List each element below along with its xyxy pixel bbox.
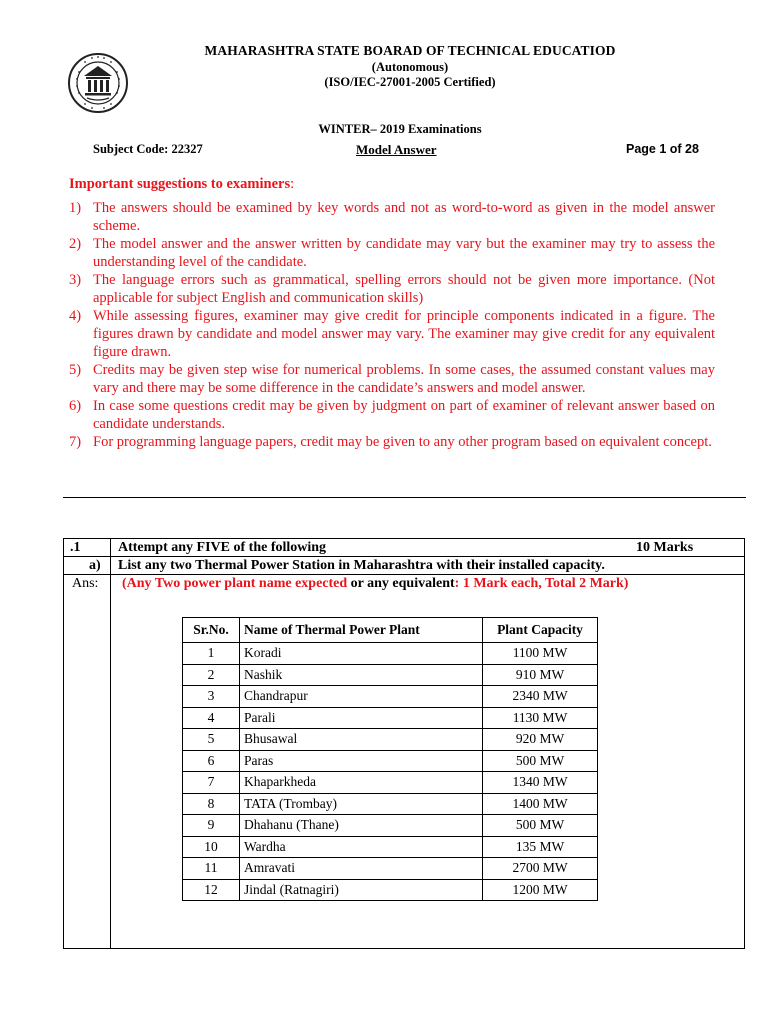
cell-srno: 7 (183, 772, 240, 794)
cell-srno: 12 (183, 879, 240, 901)
cell-srno: 9 (183, 815, 240, 837)
cell-srno: 6 (183, 750, 240, 772)
cell-plant-name: Nashik (240, 664, 483, 686)
cell-capacity: 135 MW (483, 836, 598, 858)
cell-plant-name: Khaparkheda (240, 772, 483, 794)
table-row (183, 858, 598, 880)
cell-plant-name: Amravati (240, 858, 483, 880)
cell-srno: 10 (183, 836, 240, 858)
certification-label: (ISO/IEC-27001-2005 Certified) (324, 75, 496, 89)
table-row (183, 686, 598, 708)
suggestion-item: 6) In case some questions credit may be given by judgment on part of examiner of relevant answer based on candidate understands. (69, 398, 715, 432)
cell-srno: 1 (183, 643, 240, 665)
suggestion-item: 5) Credits may be given step wise for numerical problems. In some cases, the assumed constant values may vary and there may be some difference in the candidate’s answers and model answer. (69, 362, 715, 396)
question-marks: 10 Marks (636, 540, 694, 555)
cell-capacity: 1130 MW (483, 707, 598, 729)
question-number: .1 (70, 540, 81, 555)
cell-capacity: 1200 MW (483, 879, 598, 901)
header-capacity: Plant Capacity (483, 618, 598, 643)
answer-marking-note: (Any Two power plant name expected or any equivalent: 1 Mark each, Total 2 Mark) (122, 576, 629, 591)
cell-plant-name: Paras (240, 750, 483, 772)
table-row (183, 707, 598, 729)
question-instruction: Attempt any FIVE of the following (118, 540, 327, 555)
cell-srno: 4 (183, 707, 240, 729)
cell-plant-name: Wardha (240, 836, 483, 858)
table-row (183, 815, 598, 837)
header-plant-name: Name of Thermal Power Plant (240, 618, 483, 643)
table-row (183, 793, 598, 815)
cell-plant-name: Bhusawal (240, 729, 483, 751)
cell-capacity: 1400 MW (483, 793, 598, 815)
model-answer-heading: Model Answer (356, 142, 437, 157)
subquestion-label: a) (89, 558, 101, 573)
exam-session: WINTER– 2019 Examinations (318, 122, 482, 136)
cell-srno: 2 (183, 664, 240, 686)
autonomous-label: (Autonomous) (371, 60, 449, 74)
cell-plant-name: TATA (Trombay) (240, 793, 483, 815)
table-row (183, 836, 598, 858)
cell-plant-name: Parali (240, 707, 483, 729)
table-row (183, 750, 598, 772)
cell-capacity: 500 MW (483, 750, 598, 772)
cell-plant-name: Jindal (Ratnagiri) (240, 879, 483, 901)
cell-srno: 11 (183, 858, 240, 880)
table-row (183, 772, 598, 794)
section-divider (63, 497, 746, 498)
suggestion-item: 7) For programming language papers, credit may be given to any other program based on equivalent concept. (69, 434, 712, 450)
page-number: Page 1 of 28 (626, 142, 699, 156)
cell-srno: 5 (183, 729, 240, 751)
cell-srno: 3 (183, 686, 240, 708)
suggestions-title: Important suggestions to examiners: (69, 176, 295, 192)
row-divider (64, 574, 744, 575)
row-divider (64, 556, 744, 557)
table-row (183, 729, 598, 751)
subquestion-text: List any two Thermal Power Station in Maharashtra with their installed capacity. (118, 558, 605, 573)
board-title: MAHARASHTRA STATE BOARAD OF TECHNICAL EDUCATIOD (204, 43, 616, 58)
cell-plant-name: Chandrapur (240, 686, 483, 708)
cell-capacity: 1100 MW (483, 643, 598, 665)
table-row (183, 643, 598, 665)
cell-capacity: 500 MW (483, 815, 598, 837)
column-divider (110, 539, 111, 948)
cell-capacity: 2700 MW (483, 858, 598, 880)
cell-capacity: 2340 MW (483, 686, 598, 708)
suggestion-item: 3) The language errors such as grammatical, spelling errors should not be given more importance. (Not applicable for subject English and communication skills) (69, 272, 715, 306)
answer-label: Ans: (72, 576, 99, 591)
table-header-row (183, 618, 598, 643)
suggestions-list (69, 199, 715, 451)
table-row (183, 664, 598, 686)
cell-capacity: 910 MW (483, 664, 598, 686)
header-srno: Sr.No. (183, 618, 240, 643)
thermal-plants-table (182, 617, 598, 901)
cell-srno: 8 (183, 793, 240, 815)
cell-capacity: 920 MW (483, 729, 598, 751)
msbte-seal-icon (67, 52, 129, 114)
suggestion-item: 1) The answers should be examined by key words and not as word-to-word as given in the model answer scheme. (69, 200, 715, 234)
suggestion-item: 4) While assessing figures, examiner may give credit for principle components indicated in a figure. The figures drawn by candidate and model answer may vary. The examiner may give credit for any equivalent figure drawn. (69, 308, 715, 360)
table-row (183, 879, 598, 901)
cell-plant-name: Dhahanu (Thane) (240, 815, 483, 837)
suggestion-item: 2) The model answer and the answer written by candidate may vary but the examiner may try to assess the understanding level of the candidate. (69, 236, 715, 270)
cell-plant-name: Koradi (240, 643, 483, 665)
subject-code: Subject Code: 22327 (93, 142, 203, 156)
cell-capacity: 1340 MW (483, 772, 598, 794)
